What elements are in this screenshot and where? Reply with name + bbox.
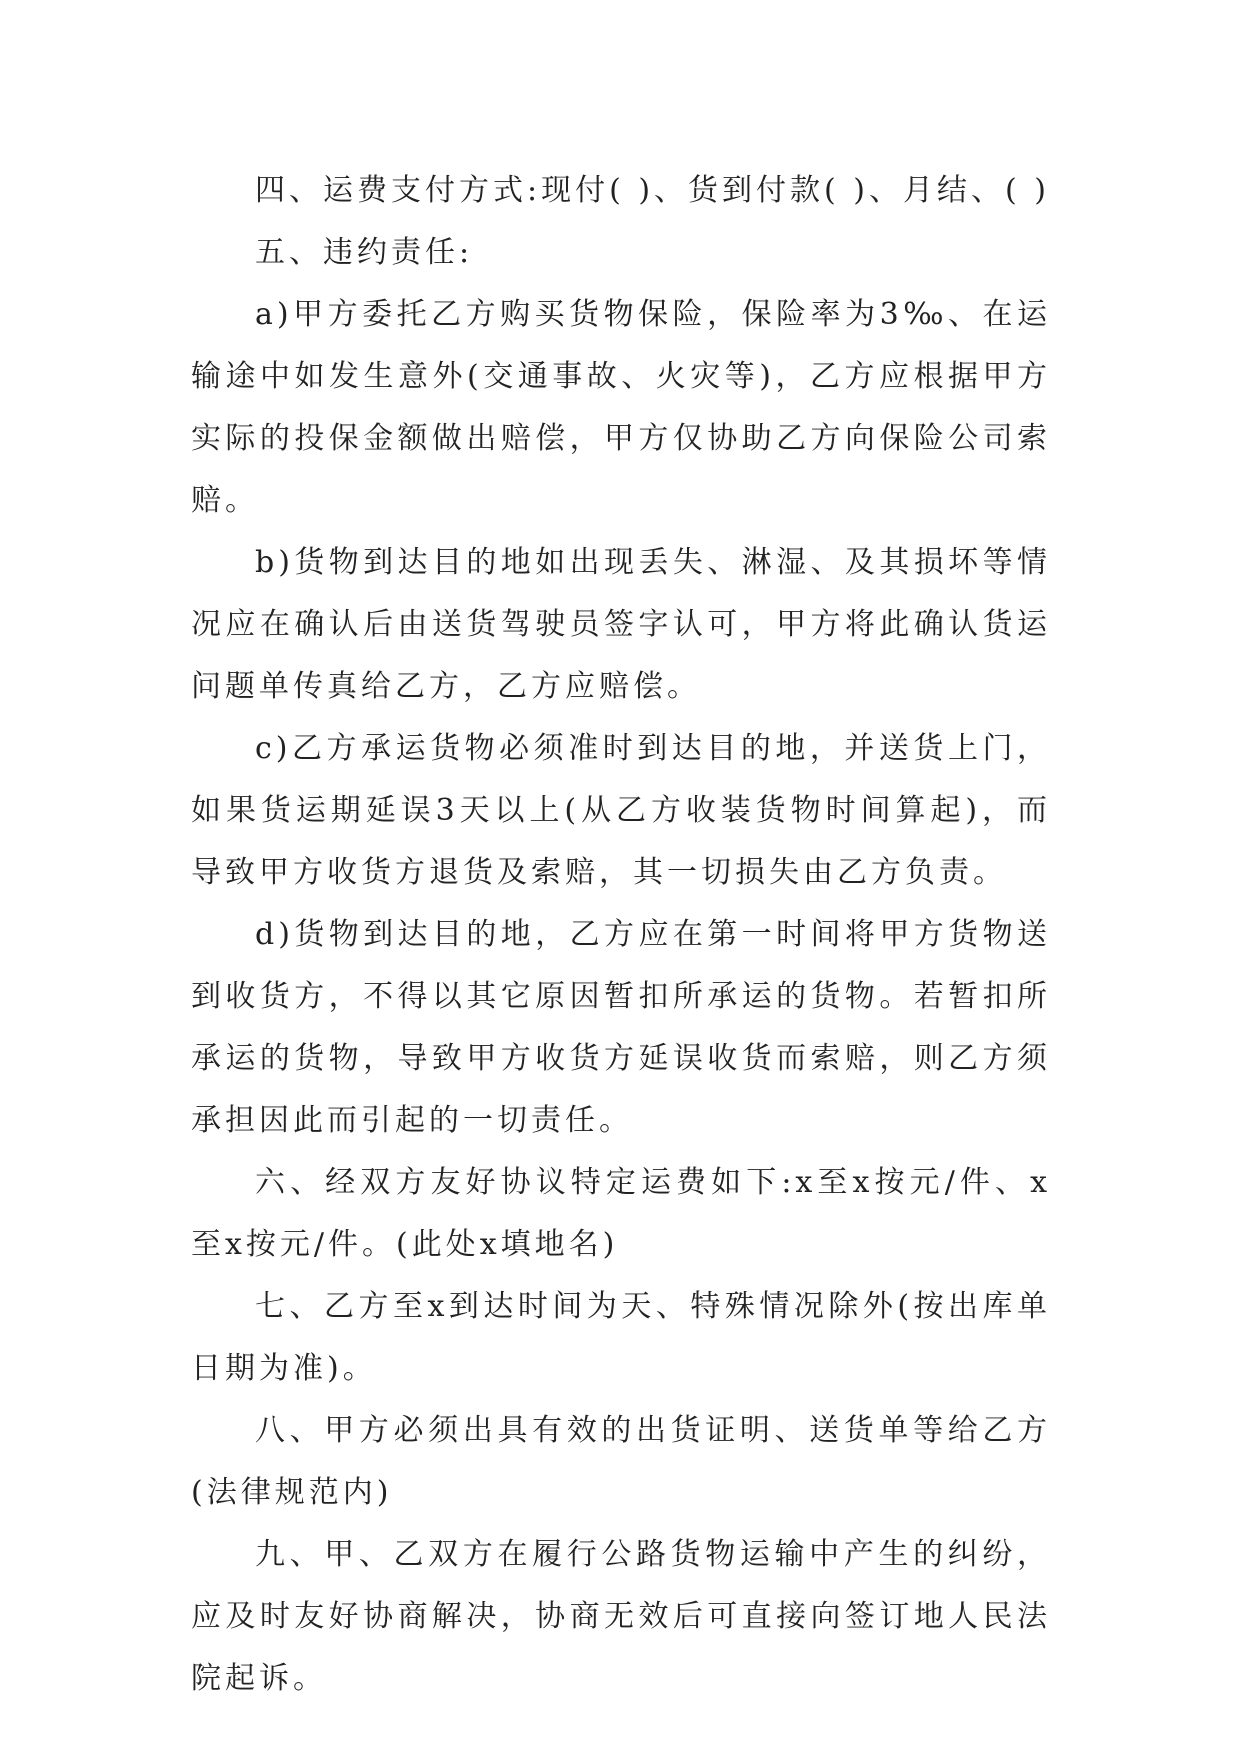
- clause-payment-method: 四、运费支付方式:现付( )、货到付款( )、月结、( ): [255, 173, 1050, 208]
- clause-liability-heading: 五、违约责任:: [255, 235, 474, 270]
- clause-dispute-resolution: 九、甲、乙双方在履行公路货物运输中产生的纠纷，应及时友好协商解决，协商无效后可直接向签订地人民法院起诉。: [191, 1537, 1051, 1696]
- clause-liability-a: a)甲方委托乙方购买货物保险，保险率为3‰、在运输途中如发生意外(交通事故、火灾等)，乙方应根据甲方实际的投保金额做出赔偿，甲方仅协助乙方向保险公司索赔。: [191, 297, 1051, 518]
- document-body: [191, 160, 1051, 1710]
- clause-arrival-time: 七、乙方至x到达时间为天、特殊情况除外(按出库单日期为准)。: [191, 1289, 1051, 1386]
- clause-delivery-proof: 八、甲方必须出具有效的出货证明、送货单等给乙方(法律规范内): [191, 1413, 1051, 1510]
- clause-liability-d: d)货物到达目的地，乙方应在第一时间将甲方货物送到收货方，不得以其它原因暂扣所承运的货物。若暂扣所承运的货物，导致甲方收货方延误收货而索赔，则乙方须承担因此而引起的一切责任。: [191, 917, 1051, 1138]
- clause-liability-c: c)乙方承运货物必须准时到达目的地，并送货上门，如果货运期延误3天以上(从乙方收装货物时间算起)，而导致甲方收货方退货及索赔，其一切损失由乙方负责。: [191, 731, 1051, 890]
- clause-liability-b: b)货物到达目的地如出现丢失、淋湿、及其损坏等情况应在确认后由送货驾驶员签字认可，甲方将此确认货运问题单传真给乙方，乙方应赔偿。: [191, 545, 1051, 704]
- clause-special-freight: 六、经双方友好协议特定运费如下:x至x按元/件、x至x按元/件。(此处x填地名): [191, 1165, 1051, 1262]
